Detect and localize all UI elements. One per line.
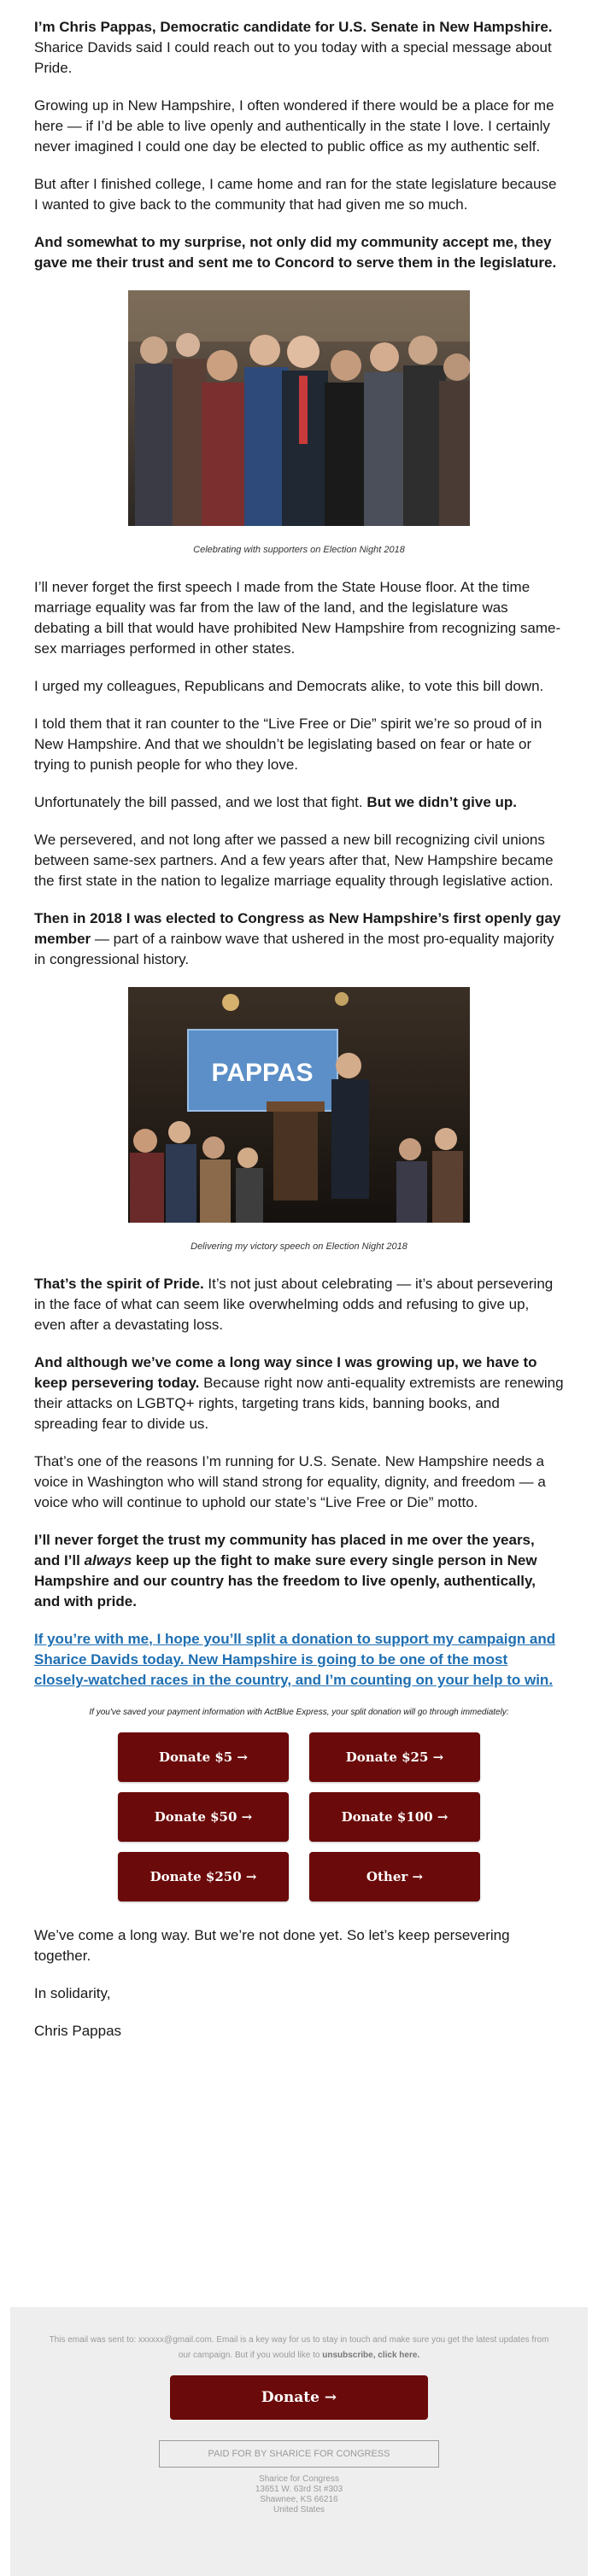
address-line: Shawnee, KS 66216 — [260, 2495, 338, 2504]
bold-text: And somewhat to my surprise, not only did my community accept me, they gave me their trust and sent me to Concord to serve them in the legislature. — [34, 234, 557, 271]
paragraph: That’s one of the reasons I’m running for U.S. Senate. New Hampshire needs a voice in Washington who will stand strong for equality, dignity, and freedom — a voice who will continue to uphold our state’s “Live Free or Die” motto. — [34, 1453, 546, 1510]
fight-plain: Unfortunately the bill passed, and we lost that fight. — [34, 794, 367, 810]
donate-5-button[interactable]: Donate $5 → — [118, 1732, 289, 1782]
donation-cta-link[interactable]: If you’re with me, I hope you’ll split a donation to support my campaign and Sharice Davids today. New Hampshire is going to be one of the most closely-watched races in the country, and I’m counting on your help to win. — [34, 1631, 556, 1688]
closing-section — [34, 1925, 564, 2042]
signature-name: Chris Pappas — [34, 2023, 122, 2039]
long-way-bold: And although we’ve come a long way since I was growing up, we have to keep persevering today. — [34, 1354, 537, 1391]
donate-other-button[interactable]: Other → — [309, 1852, 480, 1901]
trust-part1: I’ll never forget the trust my community has placed in me over the years, and I’ll — [34, 1532, 535, 1568]
paid-for-disclaimer: PAID FOR BY SHARICE FOR CONGRESS — [159, 2440, 439, 2468]
donate-250-button[interactable]: Donate $250 → — [118, 1852, 289, 1901]
intro-rest: Sharice Davids said I could reach out to you today with a special message about Pride. — [34, 39, 552, 76]
footer-note — [10, 2307, 588, 2363]
footer-note-text: This email was sent to: xxxxxx@gmail.com. Email is a key way for us to stay in touch and make sure you get the latest updates from our campaign. But if you would like to — [49, 2335, 549, 2360]
photo-caption: Delivering my victory speech on Election Night 2018 — [191, 1241, 407, 1252]
paragraph: We persevered, and not long after we passed a new bill recognizing civil unions between same-sex partners. And a few years after that, New Hampshire became the first state in the nation to legalize marriage equality through legislative action. — [34, 832, 554, 889]
paragraph: I’ll never forget the first speech I made from the State House floor. At the time marriage equality was far from the law of the land, and the legislature was debating a bill that would have prohibited New Hampshire from recognizing same-sex marriages performed in other states. — [34, 579, 561, 657]
donate-100-button[interactable]: Donate $100 → — [309, 1792, 480, 1842]
paragraph: Growing up in New Hampshire, I often wondered if there would be a place for me here — if I’d be able to live openly and authentically in the state I love. I certainly never imagined I could one day be elected to public office as my authentic self. — [34, 97, 554, 155]
victory-speech-photo — [128, 987, 470, 1223]
congress-bold: Then in 2018 I was elected to Congress as New Hampshire’s first openly gay member — [34, 910, 561, 947]
bold-paragraph — [34, 232, 564, 273]
intro-paragraph — [34, 17, 564, 79]
congress-rest: — part of a rainbow wave that ushered in the most pro-equality majority in congressional history. — [34, 931, 554, 967]
fight-bold: But we didn’t give up. — [366, 794, 518, 810]
intro-bold: I’m Chris Pappas, Democratic candidate for U.S. Senate in New Hampshire. — [34, 19, 553, 35]
paragraph: But after I finished college, I came home and ran for the state legislature because I wanted to give back to the community that had given me so much. — [34, 176, 557, 213]
paragraph — [34, 908, 564, 970]
spirit-rest: It’s not just about celebrating — it’s about persevering in the face of what can seem like overwhelming odds and refusing to give up, even after a devastating loss. — [34, 1276, 554, 1333]
photo-caption: Celebrating with supporters on Election Night 2018 — [193, 545, 405, 555]
paragraph: I urged my colleagues, Republicans and Democrats alike, to vote this bill down. — [34, 678, 544, 694]
mailing-address — [10, 2474, 588, 2515]
paragraph — [34, 1352, 564, 1434]
supporters-photo-graphic — [128, 290, 470, 526]
trust-part2: keep up the fight to make sure every single person in New Hampshire and our country has the freedom to live openly, authentically, and with pride. — [34, 1552, 537, 1609]
sign-off: In solidarity, — [34, 1985, 111, 2001]
bold-paragraph — [34, 1530, 564, 1612]
long-way-rest: Because right now anti-equality extremists are renewing their attacks on LGBTQ+ rights, targeting trans kids, banning books, and spreading fear to divide us. — [34, 1375, 564, 1432]
footer-donate-button[interactable]: Donate → — [170, 2375, 428, 2420]
donate-25-button[interactable]: Donate $25 → — [309, 1732, 480, 1782]
address-line: Sharice for Congress — [259, 2474, 339, 2484]
paragraph: We’ve come a long way. But we’re not done yet. So let’s keep persevering together. — [34, 1927, 510, 1964]
address-line: 13651 W. 63rd St #303 — [255, 2485, 343, 2494]
paragraph — [34, 1274, 564, 1335]
screen-text: PAPPAS — [211, 1059, 314, 1087]
address-line: United States — [273, 2505, 325, 2515]
trust-italic: always — [84, 1552, 132, 1568]
actblue-note: If you've saved your payment information with ActBlue Express, your split donation will go through immediately: — [89, 1708, 509, 1717]
spirit-bold: That’s the spirit of Pride. — [34, 1276, 204, 1292]
donate-50-button[interactable]: Donate $50 → — [118, 1792, 289, 1842]
victory-speech-graphic — [128, 987, 470, 1223]
unsubscribe-link[interactable]: unsubscribe, click here. — [322, 2351, 420, 2360]
donate-button-grid — [118, 1732, 480, 1901]
paragraph: I told them that it ran counter to the “Live Free or Die” spirit we’re so proud of in New Hampshire. And that we shouldn’t be legislating based on fear or hate or trying to punish people for who they love. — [34, 716, 542, 773]
email-footer — [10, 2307, 588, 2576]
supporters-photo — [128, 290, 470, 526]
paragraph — [34, 792, 564, 813]
